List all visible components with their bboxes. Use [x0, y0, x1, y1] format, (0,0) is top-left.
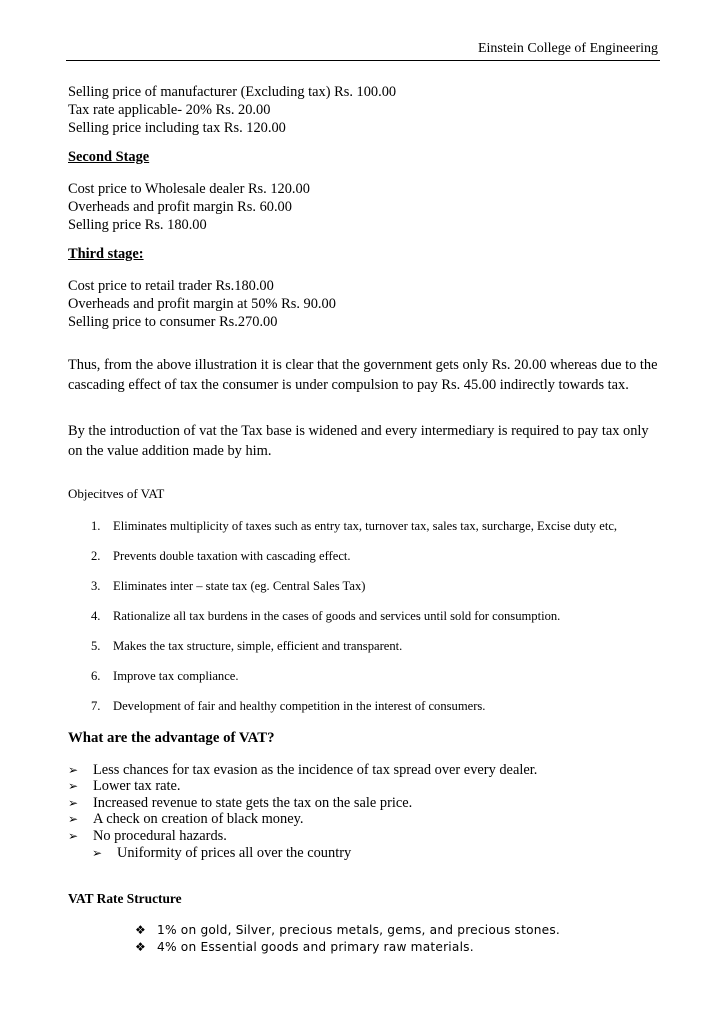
list-item: 1. Eliminates multiplicity of taxes such as entry tax, turnover tax, sales tax, surcharge, Excise duty etc,	[91, 519, 618, 533]
list-item: ❖ 4% on Essential goods and primary raw materials.	[135, 940, 474, 954]
paragraph-text: By the introduction of vat the Tax base is widened and every intermediary is required to pay tax only on the value addition made by him.	[68, 423, 649, 459]
text-line: Tax rate applicable- 20% Rs. 20.00	[68, 102, 271, 118]
list-item: 6. Improve tax compliance.	[91, 669, 239, 683]
illustration-paragraph	[68, 355, 662, 395]
introduction-paragraph	[68, 421, 662, 461]
list-item: 5. Makes the tax structure, simple, efficient and transparent.	[91, 639, 403, 653]
list-item: ➢ Lower tax rate.	[68, 778, 181, 794]
text-line: Selling price including tax Rs. 120.00	[68, 120, 286, 136]
diamond-bullet-icon: ❖	[135, 940, 146, 954]
second-stage-block	[68, 180, 662, 234]
list-item: 7. Development of fair and healthy competition in the interest of consumers.	[91, 699, 486, 713]
arrow-bullet-icon: ➢	[68, 796, 79, 810]
first-stage-block	[68, 83, 662, 137]
third-stage-block	[68, 277, 662, 331]
advantages-heading: What are the advantage of VAT?	[68, 730, 275, 746]
text-line: Cost price to Wholesale dealer Rs. 120.00	[68, 181, 310, 197]
list-item: ➢ No procedural hazards.	[68, 828, 227, 844]
arrow-bullet-icon: ➢	[68, 829, 79, 843]
text-line: Selling price to consumer Rs.270.00	[68, 314, 278, 330]
text-line: Overheads and profit margin Rs. 60.00	[68, 199, 292, 215]
list-item: ❖ 1% on gold, Silver, precious metals, gems, and precious stones.	[135, 923, 560, 937]
arrow-bullet-icon: ➢	[68, 812, 79, 826]
list-item: 3. Eliminates inter – state tax (eg. Central Sales Tax)	[91, 579, 366, 593]
header-divider	[66, 60, 660, 61]
list-item: ➢ Less chances for tax evasion as the incidence of tax spread over every dealer.	[68, 762, 538, 778]
text-line: Cost price to retail trader Rs.180.00	[68, 278, 274, 294]
list-item: ➢ Increased revenue to state gets the tax on the sale price.	[68, 795, 413, 811]
header-institution: Einstein College of Engineering	[477, 41, 658, 56]
diamond-bullet-icon: ❖	[135, 923, 146, 937]
second-stage-heading: Second Stage	[68, 149, 150, 165]
arrow-bullet-icon: ➢	[92, 846, 103, 860]
text-line: Overheads and profit margin at 50% Rs. 90.00	[68, 296, 336, 312]
objectives-heading: Objecitves of VAT	[68, 486, 165, 501]
text-line: Selling price Rs. 180.00	[68, 217, 207, 233]
list-item: 4. Rationalize all tax burdens in the cases of goods and services until sold for consumption.	[91, 609, 561, 623]
list-item: 2. Prevents double taxation with cascading effect.	[91, 549, 351, 563]
list-sub-item: ➢ Uniformity of prices all over the country	[92, 845, 352, 861]
arrow-bullet-icon: ➢	[68, 779, 79, 793]
list-item: ➢ A check on creation of black money.	[68, 811, 304, 827]
text-line: Selling price of manufacturer (Excluding tax) Rs. 100.00	[68, 84, 397, 100]
rate-structure-heading: VAT Rate Structure	[68, 891, 182, 906]
arrow-bullet-icon: ➢	[68, 763, 79, 777]
paragraph-text: Thus, from the above illustration it is clear that the government gets only Rs. 20.00 whereas due to the cascading effect of tax the consumer is under compulsion to pay Rs. 45.00 indirectly towards tax.	[68, 357, 658, 393]
third-stage-heading: Third stage:	[68, 246, 144, 262]
